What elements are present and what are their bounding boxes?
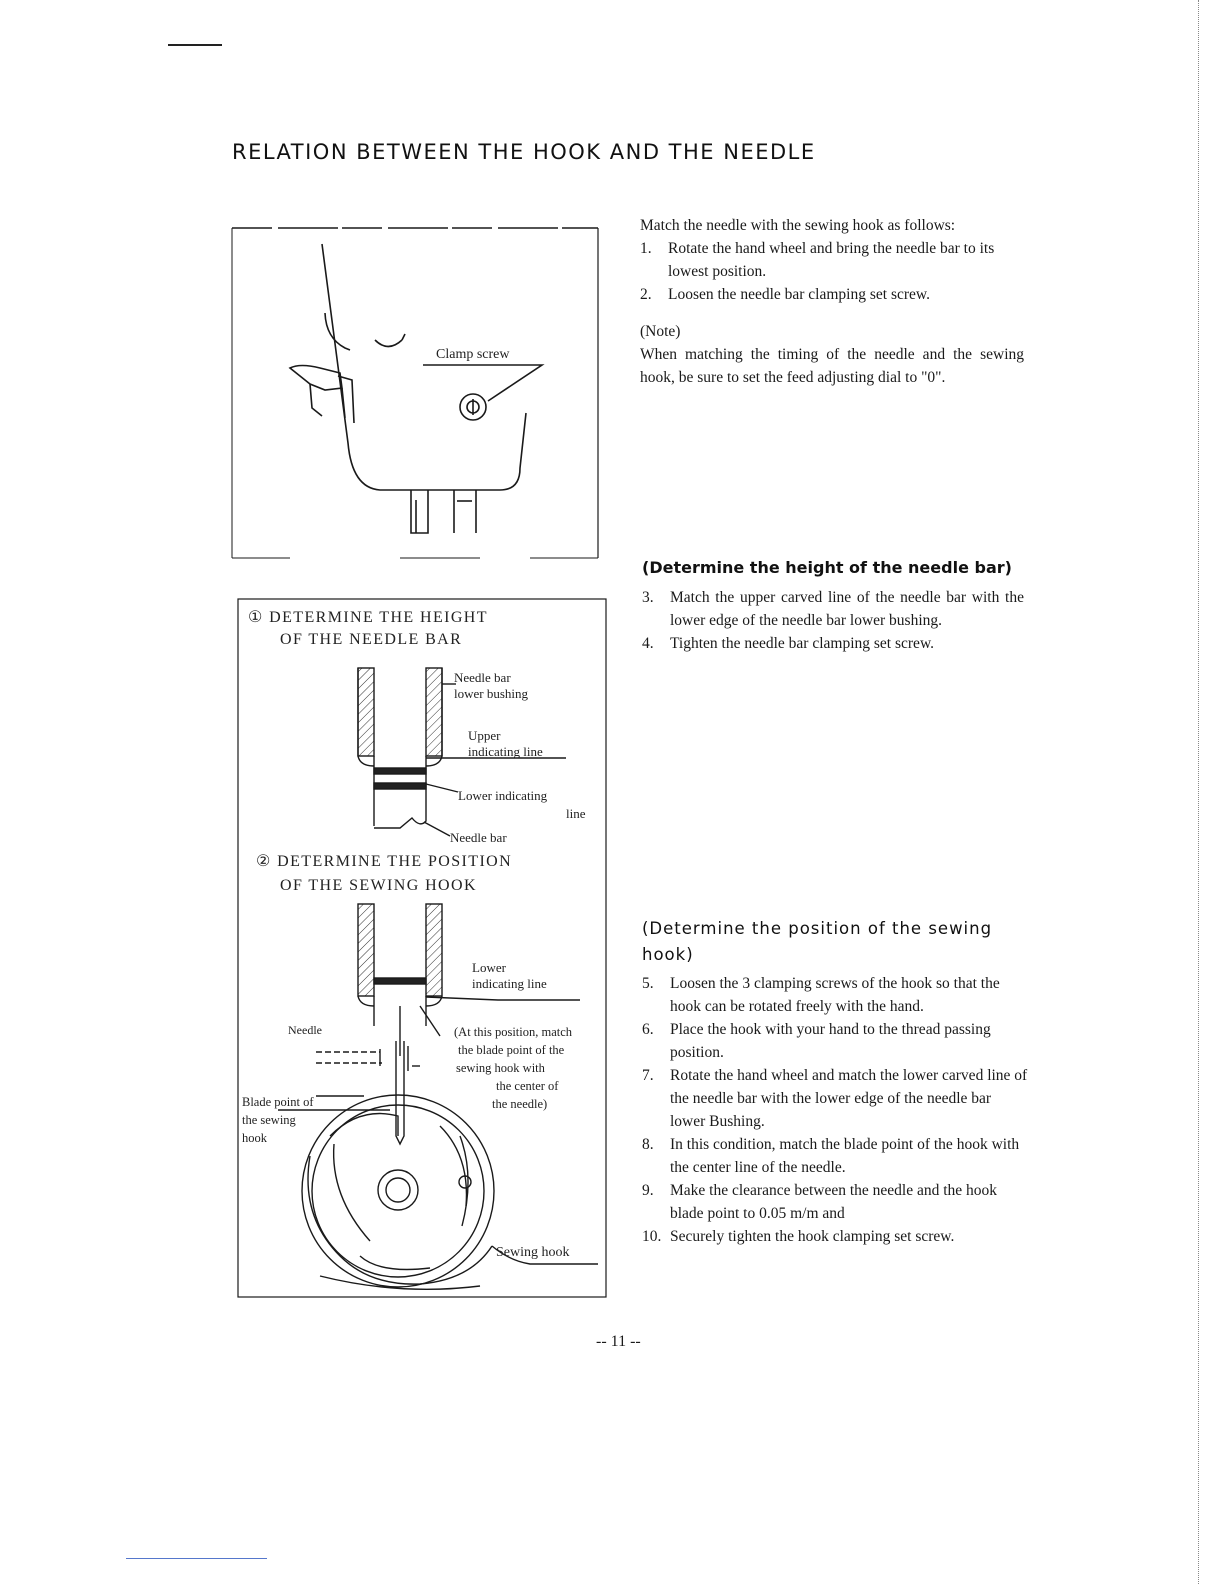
list-item bbox=[642, 1133, 1030, 1179]
fig-heading-2a: ② DETERMINE THE POSITION bbox=[256, 853, 513, 870]
step-number: 4. bbox=[642, 635, 654, 652]
label-note-2: the blade point of the bbox=[458, 1043, 565, 1057]
label-note-5: the needle) bbox=[492, 1097, 548, 1111]
label-needle-bar: Needle bar bbox=[450, 830, 507, 845]
list-item bbox=[640, 283, 1024, 306]
section-position-heading bbox=[642, 916, 1028, 968]
list-item bbox=[642, 1064, 1030, 1133]
step-text: Rotate the hand wheel and bring the needle bar to its lowest position. bbox=[668, 240, 995, 280]
step-number: 10. bbox=[642, 1228, 662, 1245]
step-number: 6. bbox=[642, 1021, 654, 1038]
step-number: 3. bbox=[642, 589, 654, 606]
fig-heading-1b: OF THE NEEDLE BAR bbox=[280, 631, 463, 648]
label-needle-bar-bushing-1: Needle bar bbox=[454, 670, 511, 685]
label-note-1: (At this position, match bbox=[454, 1025, 573, 1039]
section-height-heading: (Determine the height of the needle bar) bbox=[642, 558, 1012, 577]
page-number: -- 11 -- bbox=[596, 1333, 641, 1350]
intro-block bbox=[640, 214, 1024, 389]
step-number: 2. bbox=[640, 286, 652, 303]
label-lower-line-1: Lower indicating bbox=[458, 788, 548, 803]
step-text: Rotate the hand wheel and match the lower carved line of the needle bar with the lower edge of the needle bar lower Bushing. bbox=[670, 1067, 1028, 1130]
step-text: Securely tighten the hook clamping set screw. bbox=[670, 1228, 955, 1245]
section-position-steps bbox=[642, 972, 1030, 1248]
step-number: 9. bbox=[642, 1182, 654, 1199]
label-needle-bar-bushing-2: lower bushing bbox=[454, 686, 529, 701]
list-item bbox=[642, 972, 1030, 1018]
step-text: Make the clearance between the needle and the hook blade point to 0.05 m/m and bbox=[670, 1182, 998, 1222]
step-text: Loosen the 3 clamping screws of the hook so that the hook can be rotated freely with the hand. bbox=[670, 975, 1000, 1015]
figure-clamp-screw bbox=[230, 218, 602, 562]
label-blade-2: the sewing bbox=[242, 1113, 296, 1127]
step-text: Loosen the needle bar clamping set screw. bbox=[668, 286, 930, 303]
fig-heading-2b: OF THE SEWING HOOK bbox=[280, 877, 477, 894]
section-position-heading-line2: hook) bbox=[642, 945, 694, 964]
intro-lead: Match the needle with the sewing hook as follows: bbox=[640, 217, 956, 234]
step-number: 8. bbox=[642, 1136, 654, 1153]
label-note-3: sewing hook with bbox=[456, 1061, 545, 1075]
label-lower-line-2: line bbox=[566, 806, 586, 821]
clamp-screw-label: Clamp screw bbox=[436, 347, 510, 362]
figure-needle-hook bbox=[230, 596, 610, 1300]
note-label: (Note) bbox=[640, 323, 681, 340]
scan-mark-top-left bbox=[168, 44, 222, 46]
label-upper-line-2: indicating line bbox=[468, 744, 543, 759]
label-lower-ind-1: Lower bbox=[472, 960, 506, 975]
note-text: When matching the timing of the needle and the sewing hook, be sure to set the feed adjusting dial to "0". bbox=[640, 346, 1024, 386]
list-item bbox=[642, 1225, 1030, 1248]
step-text: Place the hook with your hand to the thread passing position. bbox=[670, 1021, 991, 1061]
label-sewing-hook: Sewing hook bbox=[496, 1245, 570, 1260]
scan-edge-right bbox=[1198, 0, 1200, 1584]
list-item bbox=[642, 1179, 1030, 1225]
list-item bbox=[640, 237, 1024, 283]
label-upper-line-1: Upper bbox=[468, 728, 501, 743]
label-blade-1: Blade point of bbox=[242, 1095, 314, 1109]
list-item bbox=[642, 586, 1024, 632]
scan-line-bottom bbox=[126, 1558, 267, 1559]
step-text: Match the upper carved line of the needle bar with the lower edge of the needle bar lower bushing. bbox=[670, 589, 1024, 629]
section-position-heading-line1: (Determine the position of the sewing bbox=[642, 919, 993, 938]
step-number: 7. bbox=[642, 1067, 654, 1084]
list-item bbox=[642, 632, 1024, 655]
label-needle: Needle bbox=[288, 1023, 322, 1037]
step-number: 1. bbox=[640, 240, 652, 257]
fig-heading-1a: ① DETERMINE THE HEIGHT bbox=[248, 609, 488, 626]
page-title: RELATION BETWEEN THE HOOK AND THE NEEDLE bbox=[232, 140, 816, 164]
section-height-steps bbox=[642, 586, 1024, 655]
list-item bbox=[642, 1018, 1030, 1064]
label-lower-ind-2: indicating line bbox=[472, 976, 547, 991]
step-text: Tighten the needle bar clamping set screw. bbox=[670, 635, 934, 652]
step-number: 5. bbox=[642, 975, 654, 992]
label-blade-3: hook bbox=[242, 1131, 267, 1145]
step-text: In this condition, match the blade point of the hook with the center line of the needle. bbox=[670, 1136, 1020, 1176]
label-note-4: the center of bbox=[496, 1079, 559, 1093]
